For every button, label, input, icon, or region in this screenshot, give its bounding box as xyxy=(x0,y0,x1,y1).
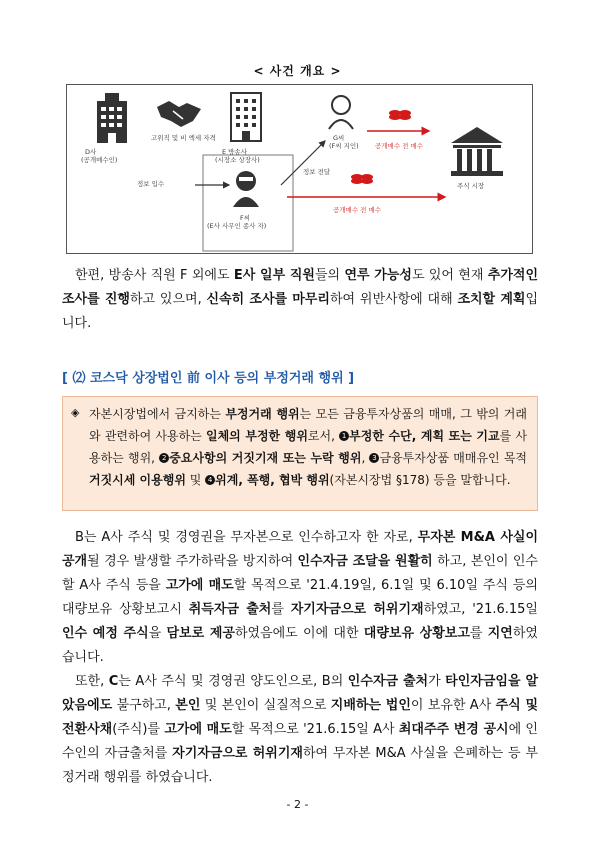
page-title: < 사건 개요 > xyxy=(253,64,342,78)
case-diagram xyxy=(66,84,533,254)
g-person-sub: (F씨 지인) xyxy=(329,142,359,150)
section-title: [ ⑵ 코스닥 상장법인 前 이사 등의 부정거래 행위 ] xyxy=(62,371,355,386)
e-company-label: E 방송사 xyxy=(222,148,248,156)
diagram-graphics xyxy=(67,85,534,255)
handshake-icon xyxy=(157,101,201,127)
coins-icon-bottom xyxy=(351,174,373,184)
paragraph-2: B는 A사 주식 및 경영권을 무자본으로 인수하고자 한 자로, 무자본 M&A 사실이 공개될 경우 발생할 주가하락을 방지하여 인수자금 조달을 원활히 하고, 본인이 인수할 A사 주식 등을 고가에 매도할 목적으로 '21.4.19일, 6.1일 및 6.10일 주식 등의 대량보유 상황보고시 취득자금 출처를 자기자금으로 허위기재하였고, '21.6.15일 인수 예정 주식을 담보로 제공하였음에도 이에 대한 대량보유 상황보고를 지연하였습니다. xyxy=(62,530,538,665)
definition-box xyxy=(62,396,538,511)
e-company-sub: (시장소 상장사) xyxy=(215,156,260,164)
deal-label: 고위직 및 비 엑세 자격 xyxy=(151,134,216,142)
definition-text: 자본시장법에서 금지하는 부정거래 행위는 모든 금융투자상품의 매매, 그 밖의 거래와 관련하여 사용하는 일체의 부정한 행위로서, 1 부정한 수단, 계획 또는 기교를 사용하는 행위, 2 중요사항의 거짓기재 또는 누락 행위, 3 금융투자상품 매매유인 목적 거짓시세 이용행위 및 4 위계, 폭행, 협박 행위(자본시장법 §178) 등을 말합니다. xyxy=(89,407,528,487)
info-label-left: 정보 입수 xyxy=(137,180,165,188)
number-badge-1: 1 xyxy=(339,431,349,441)
building-icon-e xyxy=(231,93,261,141)
number-badge-3: 3 xyxy=(369,453,379,463)
market-building-icon xyxy=(451,127,503,176)
buy-top-label: 공개매수 전 매수 xyxy=(375,142,424,150)
g-person-label: G씨 xyxy=(333,134,345,142)
number-badge-4: 4 xyxy=(205,475,215,485)
coins-icon-top xyxy=(389,110,411,120)
d-company-label: D사 xyxy=(85,148,97,156)
d-company-sub: (공개매수인) xyxy=(81,156,118,164)
diamond-bullet-icon: ◈ xyxy=(71,406,80,419)
market-label: 주식 시장 xyxy=(457,182,485,190)
paragraph-1: 한편, 방송사 직원 F 외에도 E사 일부 직원들의 연루 가능성도 있어 현재 추가적인 조사를 진행하고 있으며, 신속히 조사를 마무리하여 위반사항에 대해 조치할 계획입니다. xyxy=(62,268,538,331)
person-icon-g xyxy=(329,96,353,129)
info-label-right: 정보 전달 xyxy=(303,168,331,176)
paragraph-3: 또한, C는 A사 주식 및 경영권 양도인으로, B의 인수자금 출처가 타인자금임을 알았음에도 불구하고, 본인 및 본인이 실질적으로 지배하는 법인이 보유한 A사 주식 및 전환사채(주식)를 고가에 매도할 목적으로 '21.6.15일 A사 최대주주 변경 공시에 인수인의 자금출처를 자기자금으로 허위기재하여 무자본 M&A 사실을 은폐하는 등 부정거래 행위를 하였습니다. xyxy=(62,674,539,785)
f-person-sub: (E사 사무인 종사 자) xyxy=(207,222,267,230)
page-number: - 2 - xyxy=(286,798,309,811)
buy-bottom-label: 공개매수 전 매수 xyxy=(333,206,382,214)
f-person-label: F씨 xyxy=(240,214,251,222)
building-icon-d xyxy=(97,93,127,143)
number-badge-2: 2 xyxy=(159,453,169,463)
arrow-info-pass xyxy=(281,141,325,185)
person-icon-f xyxy=(233,171,259,207)
